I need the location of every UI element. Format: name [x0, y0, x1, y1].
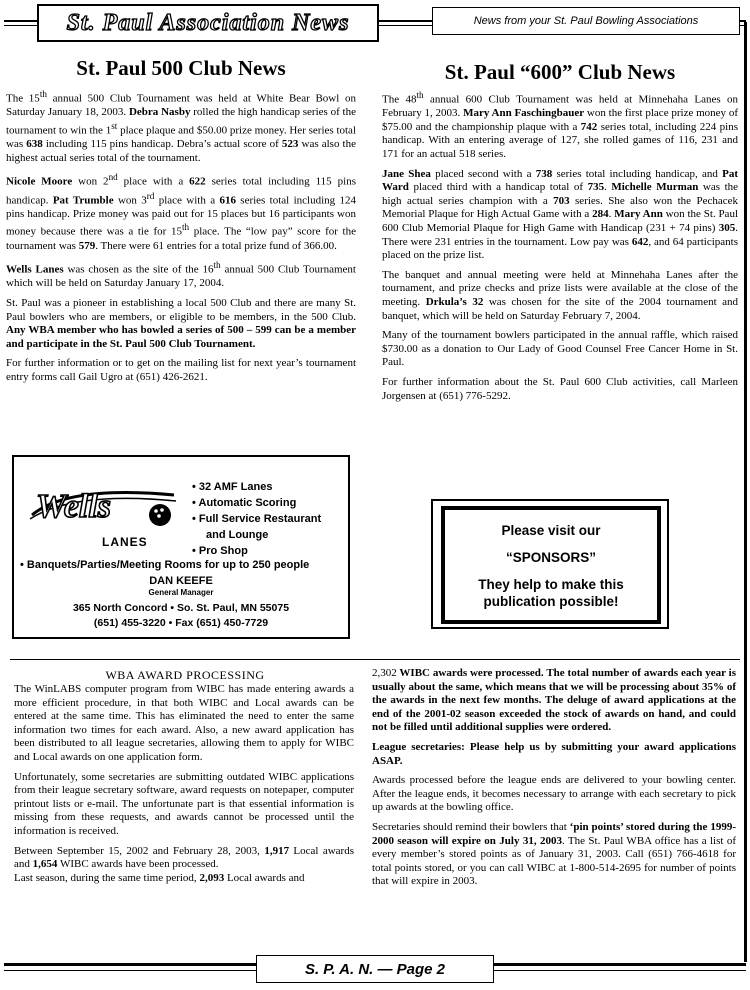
paragraph: Between September 15, 2002 and February 28, 2003, 1,917 Local awards and 1,654 WIBC awards have been processed.	[14, 844, 354, 871]
article-title: St. Paul 500 Club News	[76, 56, 286, 80]
paragraph: Unfortunately, some secretaries are submitting outdated WIBC applications from their league secretary software, award requests on notepaper, computer printout lists or e-mail. The unfortunate part is that essential information is missing from these requests, and awards cannot be processed until the information is received.	[14, 770, 354, 837]
article-500-club	[6, 56, 356, 391]
wells-lanes-ad	[12, 455, 350, 639]
article-title: St. Paul “600” Club News	[444, 60, 676, 84]
svg-text:Wells: Wells	[36, 488, 111, 525]
paragraph: Wells Lanes was chosen as the site of the 16th annual 500 Club Tournament which will be held on Saturday January 17, 2004.	[6, 260, 356, 290]
paragraph: Awards processed before the league ends are delivered to your bowling center. After the league ends, it becomes necessary to arrange with each secretary to pick up awards at the bowling office.	[372, 774, 736, 814]
paragraph: St. Paul was a pioneer in establishing a local 500 Club and there are many St. Paul bowlers who are members, or eligible to be members, in the 500 Club. Any WBA member who has bowled a series of 500 – 599 can be a member and participate in the St. Paul 500 Club Tournament.	[6, 297, 356, 350]
wba-column-right	[372, 667, 736, 895]
paragraph: Last season, during the same time period, 2,093 Local awards and	[14, 871, 305, 884]
ad-feature: and Lounge	[206, 529, 269, 541]
paragraph: Nicole Moore won 2nd place with a 622 series total including 115 pins handicap. Pat Trumble won 3rd place with a 616 series total including 124 pins handicap. Prize money was paid out for 15 places but 16 participants won money because there was a tie for 15th place. The “low pay” score for the tournament was 579. There were 61 entries for a total prize fund of 366.00.	[6, 172, 356, 252]
ad-feature: • Pro Shop	[192, 545, 248, 557]
ad-feature: • 32 AMF Lanes	[192, 481, 273, 493]
paragraph: 2,302 WIBC awards were processed. The total number of awards each year is usually about the same, which means that we will be processing about 35% of the awards in the next few months. The deluge of award applications at the end of the 2001-02 season exceeded the stock of awards on hand, and could not be filled until additional supplies were ordered.	[372, 667, 736, 734]
ad-feature: • Automatic Scoring	[192, 497, 297, 509]
ad-contact-name: DAN KEEFE	[149, 575, 213, 587]
ad-phone: (651) 455-3220 • Fax (651) 450-7729	[93, 617, 269, 629]
page-footer: S. P. A. N. — Page 2	[256, 955, 494, 983]
paragraph: The banquet and annual meeting were held at Minnehaha Lanes after the tournament, and prize checks and prize lists were available at the close of the meeting. Drkula’s 32 was chosen for the site of the 2004 tournament and banquet, which will be held on Saturday February 7, 2004.	[382, 268, 739, 322]
section-divider	[10, 659, 740, 660]
ad-contact-title: General Manager	[148, 588, 214, 597]
paragraph: League secretaries: Please help us by submitting your award applications ASAP.	[372, 740, 736, 767]
ad-lanes-label: LANES	[102, 535, 148, 549]
wba-title: WBA AWARD PROCESSING	[105, 668, 265, 682]
paragraph: Secretaries should remind their bowlers that ‘pin points’ stored during the 1999-2000 season will expire on July 31, 2003. The St. Paul WBA office has a list of every member’s stored points as of January 31, 2003. Call (651) 766-4618 for total points stored, or you can call WIBC at 1-800-514-2695 for number of points that will expire in 2003.	[372, 820, 736, 888]
wba-column-left	[14, 683, 354, 885]
paragraph: The 15th annual 500 Club Tournament was held at White Bear Bowl on Saturday January 18, 2003. Debra Nasby rolled the high handicap series of the tournament to win the 1st place plaque and $50.00 prize money. Her series total was 638 including 115 pins handicap. Debra’s actual score of 523 was also the highest actual series total of the tournament.	[6, 89, 357, 164]
tagline: News from your St. Paul Bowling Associations	[432, 7, 740, 35]
ad-feature: • Full Service Restaurant	[192, 513, 322, 525]
paragraph: Many of the tournament bowlers participated in the annual raffle, which raised $730.00 as a donation to Our Lady of Good Counsel Free Cancer Home in St. Paul.	[382, 329, 738, 369]
paragraph: Jane Shea placed second with a 738 series total including handicap, and Pat Ward placed third with a handicap total of 735. Michelle Murman was the high actual series champion with a 703 series. She also won the Pechacek Memorial Plaque for High Actual Game with a 284. Mary Ann won the St. Paul 600 Club Memorial Plaque for High Game with Handicap (231 + 74 pins) 305. There were 231 entries in the tournament. Low pay was 642, and 64 participants placed on the prize list.	[382, 167, 739, 262]
right-border-rule	[744, 22, 747, 962]
paragraph: The 48th annual 600 Club Tournament was held at Minnehaha Lanes on February 1, 2003. Mary Ann Faschingbauer won the first place prize money of $75.00 and the championship plaque with a 742 series total, including 224 pins handicap. With an entering average of 127, she rolled games of 116, 231 and 171 for an actual 518 series.	[382, 90, 738, 161]
sponsors-line: They help to make this publication possible!	[478, 577, 624, 609]
sponsors-box	[441, 506, 661, 624]
paragraph: The WinLABS computer program from WIBC has made entering awards a more efficient procedure, in that both WIBC and Local awards can be entered at the same time. This has eliminated the need to enter the same information two times for each award. Also, a new award application has been distributed to all league secretaries, allowing them to apply for WIBC and Local awards on one application form.	[14, 683, 354, 763]
ad-address: 365 North Concord • So. St. Paul, MN 55075	[72, 602, 290, 614]
article-600-club	[382, 60, 738, 409]
ad-banquets: • Banquets/Parties/Meeting Rooms for up to 250 people	[20, 559, 310, 571]
masthead: St. Paul Association News	[37, 4, 379, 42]
paragraph: For further information or to get on the mailing list for next year’s tournament entry forms call Gail Ugro at (651) 426-2621.	[6, 357, 356, 384]
wells-logo	[28, 475, 178, 537]
paragraph: For further information about the St. Paul 600 Club activities, call Marleen Jorgensen at (651) 776-5292.	[382, 375, 738, 402]
sponsors-line: “SPONSORS”	[505, 550, 597, 565]
ad-feature-list	[192, 479, 321, 559]
sponsors-line: Please visit our	[501, 523, 601, 538]
